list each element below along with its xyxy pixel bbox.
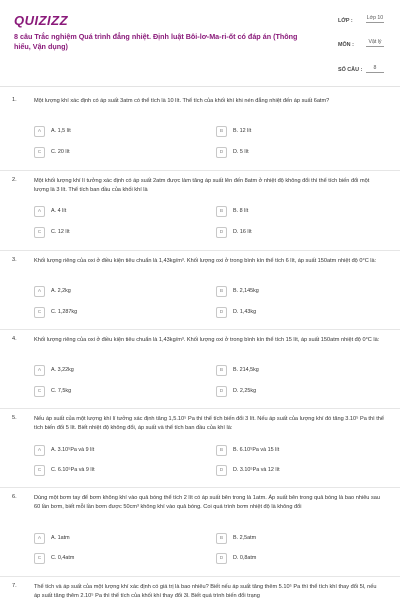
option-letter-box: A — [34, 126, 45, 137]
divider — [0, 329, 400, 330]
option-text: B. 6.10⁵Pa và 15 lít — [233, 447, 280, 453]
option-text: A. 1,5 lít — [51, 128, 71, 134]
subject-value: Vật lý — [366, 38, 384, 47]
option-d[interactable] — [216, 226, 252, 238]
class-label: LỚP : — [338, 18, 353, 24]
option-letter-box: D — [216, 386, 227, 397]
question-number: 3. — [12, 257, 17, 263]
question-text: Một lượng khí xác định có áp suất 3atm có thể tích là 10 lít. Thể tích của khối khí khi nén đẳng nhiệt đến áp suất 6atm? — [34, 98, 330, 104]
divider — [0, 576, 400, 577]
divider — [0, 170, 400, 171]
question-number: 1. — [12, 97, 17, 103]
subject-label: MÔN : — [338, 42, 354, 48]
option-b[interactable] — [216, 205, 248, 217]
option-c[interactable] — [34, 464, 95, 476]
option-text: D. 1,43kg — [233, 309, 257, 315]
option-text: C. 20 lít — [51, 149, 70, 155]
option-text: A. 3.10⁵Pa và 9 lít — [51, 447, 95, 453]
divider — [0, 408, 400, 409]
divider — [0, 250, 400, 251]
option-text: D. 5 lít — [233, 149, 249, 155]
option-letter-box: C — [34, 227, 45, 238]
option-text: D. 2,25kg — [233, 388, 257, 394]
question-text: Khối lượng riêng của oxi ở điều kiện tiêu chuẩn là 1,43kg/m³. Khối lượng oxi ở trong bình kín thể tích 15 lít, áp suất 150atm nhiệt độ 0°C là: — [34, 337, 380, 343]
option-letter-box: B — [216, 533, 227, 544]
option-letter-box: B — [216, 445, 227, 456]
question-text: Một khối lượng khí lí tưởng xác định có áp suất 2atm được làm tăng áp suất lên đến 8atm ở nhiệt độ không đổi thì thể tích biến đổi một lượng là 3 lít. Thể tích ban đầu của khối khí là — [34, 178, 370, 194]
option-text: B. 12 lít — [233, 128, 252, 134]
option-c[interactable] — [34, 385, 71, 397]
option-text: D. 16 lít — [233, 229, 252, 235]
option-text: B. 214,5kg — [233, 367, 259, 373]
option-text: C. 6.10⁵Pa và 9 lít — [51, 467, 95, 473]
question-text: Thể tích và áp suất của một lượng khí xác định có giá trị là bao nhiêu? Biết nếu áp suất tăng thêm 5.10⁵ Pa thì thể tích khí thay đổi 5l, nếu áp suất tăng thêm 2.10⁵ Pa thì thể tích của khối khí thay đổi 3l. Biết quá trình biến đổi trạng — [34, 584, 377, 600]
option-text: D. 3.10⁵Pa và 12 lít — [233, 467, 280, 473]
option-a[interactable] — [34, 285, 71, 297]
option-letter-box: D — [216, 147, 227, 158]
option-letter-box: C — [34, 465, 45, 476]
option-letter-box: A — [34, 365, 45, 376]
option-letter-box: D — [216, 307, 227, 318]
option-b[interactable] — [216, 444, 279, 456]
option-text: D. 0,8atm — [233, 555, 257, 561]
option-text: A. 2,2kg — [51, 288, 71, 294]
option-text: A. 1atm — [51, 535, 70, 541]
option-letter-box: B — [216, 206, 227, 217]
quizizz-logo[interactable]: QUIZIZZ — [14, 13, 69, 28]
question-number: 4. — [12, 336, 17, 342]
option-d[interactable] — [216, 552, 256, 564]
option-letter-box: A — [34, 286, 45, 297]
option-text: C. 0,4atm — [51, 555, 75, 561]
option-a[interactable] — [34, 205, 66, 217]
worksheet-header — [0, 0, 400, 87]
question-number: 5. — [12, 415, 17, 421]
option-letter-box: A — [34, 533, 45, 544]
option-d[interactable] — [216, 385, 256, 397]
option-letter-box: A — [34, 445, 45, 456]
option-letter-box: A — [34, 206, 45, 217]
option-letter-box: D — [216, 465, 227, 476]
option-letter-box: C — [34, 307, 45, 318]
question-text: Khối lượng riêng của oxi ở điều kiện tiêu chuẩn là 1,43kg/m³. Khối lượng oxi ở trong bình kín thể tích 6 lít, áp suất 150atm nhiệt độ 0°C là: — [34, 258, 377, 264]
question-number: 6. — [12, 494, 17, 500]
option-a[interactable] — [34, 444, 94, 456]
question-text: Nếu áp suất của một lượng khí lí tưởng xác định tăng 1,5.10⁵ Pa thì thể tích biến đổi 3 lít. Nếu áp suất của lượng khí đó tăng 3.10⁵ Pa thì thể tích biến đổi 5 lít. Biết nhiệt độ không đổi, áp suất và thể tích ban đầu của khí là: — [34, 416, 384, 432]
option-letter-box: B — [216, 365, 227, 376]
option-d[interactable] — [216, 146, 249, 158]
option-a[interactable] — [34, 532, 70, 544]
option-letter-box: C — [34, 553, 45, 564]
option-b[interactable] — [216, 285, 259, 297]
option-c[interactable] — [34, 146, 70, 158]
divider — [0, 487, 400, 488]
option-a[interactable] — [34, 364, 74, 376]
option-d[interactable] — [216, 464, 280, 476]
option-b[interactable] — [216, 532, 256, 544]
option-b[interactable] — [216, 125, 251, 137]
question-number: 7. — [12, 583, 17, 589]
option-d[interactable] — [216, 306, 256, 318]
option-letter-box: B — [216, 126, 227, 137]
question-number: 2. — [12, 177, 17, 183]
option-text: B. 2,5atm — [233, 535, 257, 541]
option-letter-box: C — [34, 386, 45, 397]
option-letter-box: D — [216, 553, 227, 564]
option-c[interactable] — [34, 552, 74, 564]
option-text: C. 12 lít — [51, 229, 70, 235]
option-text: C. 1,287kg — [51, 309, 78, 315]
option-letter-box: D — [216, 227, 227, 238]
option-text: C. 7,5kg — [51, 388, 72, 394]
option-text: B. 8 lít — [233, 208, 249, 214]
option-text: B. 2,145kg — [233, 288, 259, 294]
option-text: A. 3,22kg — [51, 367, 74, 373]
option-text: A. 4 lít — [51, 208, 67, 214]
worksheet-title: 8 câu Trắc nghiệm Quá trình đẳng nhiệt. Định luật Bôi-lơ-Ma-ri-ốt có đáp án (Thông hiểu, Vận dụng) — [14, 32, 298, 51]
option-letter-box: C — [34, 147, 45, 158]
option-c[interactable] — [34, 226, 70, 238]
class-value: Lớp 10 — [366, 15, 384, 21]
option-c[interactable] — [34, 306, 77, 318]
option-letter-box: B — [216, 286, 227, 297]
question-count-value: 8 — [366, 64, 384, 73]
question-count-label: SỐ CÂU : — [338, 67, 363, 73]
question-text: Dùng một bơm tay để bơm không khí vào quả bóng thể tích 2 lít có áp suất bên trong là 1atm. Áp suất bên trong quả bóng là bao nhiêu sau 60 lần bơm, biết mỗi lần bơm được 50cm³ không khí vào quả bóng. Coi quá trình bơm nhiệt độ là không đổi — [34, 495, 380, 511]
option-a[interactable] — [34, 125, 71, 137]
option-b[interactable] — [216, 364, 259, 376]
